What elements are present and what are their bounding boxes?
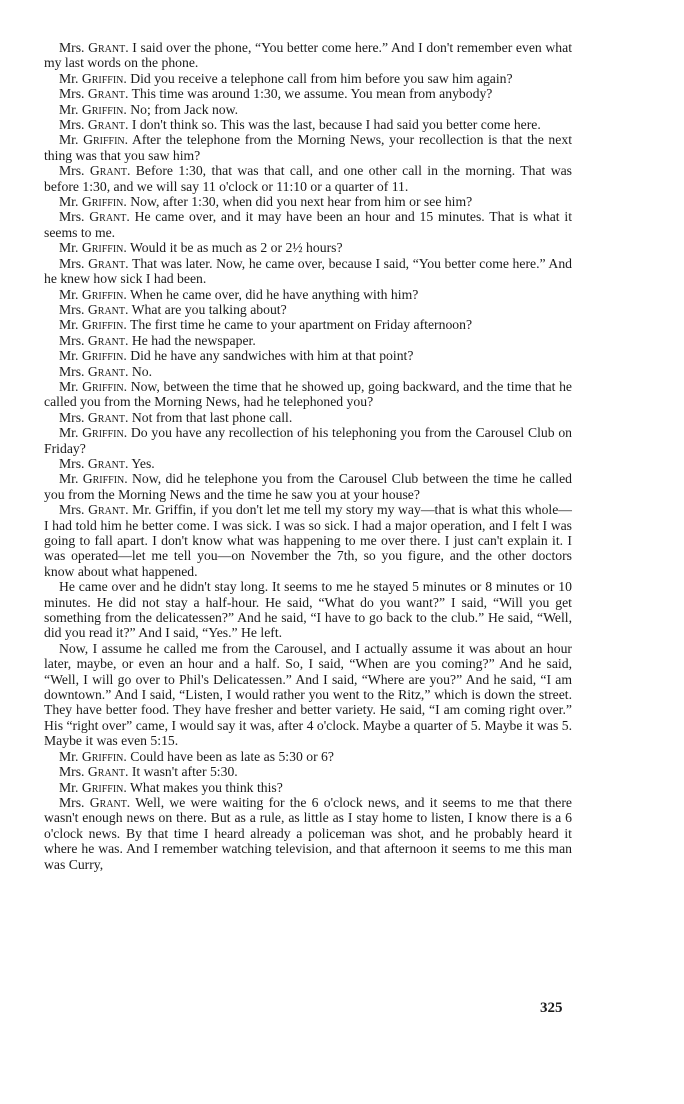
paragraph-text: This time was around 1:30, we assume. You mean from anybody? — [128, 86, 493, 102]
speaker-name: Grant. — [87, 332, 129, 348]
speaker-title: Mrs. — [59, 40, 85, 55]
speaker-title: Mr. — [59, 132, 79, 148]
paragraph-text: He had the newspaper. — [128, 332, 256, 348]
speaker-title: Mrs. — [59, 409, 85, 425]
paragraph-text: What are you talking about? — [128, 301, 287, 317]
paragraph-text: Did he have any sandwiches with him at that point? — [126, 348, 414, 364]
speaker-name: Grant. — [88, 502, 129, 518]
paragraph-text: It wasn't after 5:30. — [128, 764, 238, 780]
testimony-paragraph — [44, 240, 572, 255]
speaker-title: Mrs. — [59, 332, 85, 348]
speaker-title: Mr. — [59, 240, 79, 256]
paragraph-text: Now, I assume he called me from the Carousel, and I actually assume it was about an hour later, maybe, or even an hour and a half. So, I said, “When are you coming?” And he said, “Well, I will go over to Phil's Delicatessen.” And I said, “Where are you?” And he said, “I am downtown.” And I said, “Listen, I would rather you went to the Ritz,” which is down the street. They have better food. They have fresher and better variety. He said, “I am coming right over.” His “right over” came, I would say it was, after 4 o'clock. Maybe a quarter of 5. Maybe it was 5. Maybe it was even 5:15. — [44, 640, 572, 749]
speaker-name: Grant. — [87, 117, 129, 133]
testimony-paragraph — [44, 410, 572, 425]
page-number: 325 — [540, 1000, 563, 1016]
speaker-name: Grant. — [87, 363, 129, 379]
speaker-title: Mr. — [59, 779, 79, 795]
testimony-paragraph — [44, 209, 572, 240]
speaker-name: Griffin. — [82, 378, 128, 394]
speaker-name: Grant. — [87, 409, 129, 425]
speaker-name: Griffin. — [81, 286, 127, 302]
speaker-title: Mrs. — [59, 209, 85, 225]
speaker-title: Mr. — [59, 348, 79, 364]
testimony-paragraph — [44, 764, 572, 779]
paragraph-text: Before 1:30, that was that call, and one other call in the morning. That was before 1:30, and we will say 11 o'clock or 11:10 or a quarter of 11. — [44, 163, 573, 194]
testimony-paragraph — [44, 502, 572, 579]
speaker-title: Mr. — [59, 194, 79, 210]
paragraph-text: I said over the phone, “You better come here.” And I don't remember even what my last words on the phone. — [44, 40, 572, 71]
speaker-name: Griffin. — [81, 101, 127, 117]
speaker-name: Griffin. — [81, 748, 127, 764]
paragraph-text: Do you have any recollection of his telephoning you from the Carousel Club on Friday? — [44, 425, 573, 456]
speaker-name: Grant. — [88, 40, 129, 55]
speaker-title: Mr. — [59, 317, 79, 333]
testimony-paragraph — [44, 579, 572, 641]
testimony-paragraph — [44, 795, 572, 872]
speaker-title: Mrs. — [59, 502, 85, 518]
paragraph-text: No. — [128, 363, 153, 379]
speaker-name: Grant. — [87, 455, 129, 471]
speaker-name: Grant. — [88, 255, 129, 271]
testimony-paragraph — [44, 317, 572, 332]
paragraph-text: He came over and he didn't stay long. It seems to me he stayed 5 minutes or 8 minutes or 10 minutes. He did not stay a half-hour. He said, “What do you want?” I said, “Will you get something from the delicatessen?” And he said, “I have to go back to the club.” He said, “Well, did you read it?” And I said, “Yes.” He left. — [44, 579, 572, 641]
testimony-paragraph — [44, 287, 572, 302]
speaker-name: Griffin. — [82, 471, 128, 487]
speaker-title: Mrs. — [59, 86, 85, 102]
testimony-paragraph — [44, 117, 572, 132]
testimony-paragraph — [44, 86, 572, 101]
paragraph-text: Mr. Griffin, if you don't let me tell my story my way—that is what this whole—I had told him he better come. I was sick. I was so sick. I had a major operation, and I felt I was going to fall apart. I don't know what was happening to me over there. I just can't explain it. I was operated—let me tell you—on November the 7th, so you figure, and the other doctors know about what happened. — [44, 502, 572, 579]
testimony-paragraph — [44, 333, 572, 348]
paragraph-text: No; from Jack now. — [126, 101, 239, 117]
speaker-title: Mr. — [59, 70, 79, 86]
testimony-paragraph — [44, 641, 572, 749]
paragraph-text: The first time he came to your apartment on Friday afternoon? — [126, 317, 473, 333]
speaker-title: Mr. — [59, 286, 79, 302]
paragraph-text: I don't think so. This was the last, because I had said you better come here. — [128, 117, 541, 133]
speaker-title: Mrs. — [59, 455, 85, 471]
speaker-name: Griffin. — [81, 348, 127, 364]
speaker-title: Mr. — [59, 748, 79, 764]
speaker-name: Grant. — [89, 163, 131, 179]
paragraph-text: Now, between the time that he showed up, going backward, and the time that he called you from the Morning News, had he telephoned you? — [44, 378, 572, 410]
testimony-paragraph — [44, 71, 572, 86]
testimony-paragraph — [44, 425, 572, 456]
speaker-name: Griffin. — [81, 194, 127, 210]
speaker-title: Mrs. — [59, 764, 85, 780]
paragraph-text: Well, we were waiting for the 6 o'clock news, and it seems to me that there wasn't enough news on there. But as a rule, as little as I stay home to listen, I know there is a 6 o'clock news. By that time I heard already a policeman was shot, and he probably heard it where he was. And I remember watching television, and that afternoon it seems to me this man was Curry, — [44, 794, 572, 872]
testimony-paragraph — [44, 194, 572, 209]
speaker-name: Griffin. — [81, 317, 127, 333]
testimony-paragraph — [44, 379, 572, 410]
speaker-name: Grant. — [87, 86, 129, 102]
speaker-title: Mr. — [59, 425, 79, 441]
testimony-paragraph — [44, 102, 572, 117]
testimony-paragraph — [44, 364, 572, 379]
speaker-name: Griffin. — [81, 240, 127, 256]
speaker-name: Griffin. — [81, 779, 127, 795]
speaker-title: Mr. — [59, 378, 79, 394]
paragraph-text: Yes. — [128, 455, 155, 471]
paragraph-text: Did you receive a telephone call from him before you saw him again? — [126, 70, 513, 86]
speaker-title: Mrs. — [59, 794, 85, 810]
speaker-name: Grant. — [89, 794, 131, 810]
speaker-title: Mr. — [59, 101, 79, 117]
speaker-name: Griffin. — [81, 70, 127, 86]
testimony-paragraph — [44, 163, 572, 194]
speaker-title: Mrs. — [59, 117, 85, 133]
document-body — [44, 40, 572, 872]
speaker-title: Mrs. — [59, 163, 85, 179]
paragraph-text: That was later. Now, he came over, because I said, “You better come here.” And he knew how sick I had been. — [44, 255, 573, 287]
paragraph-text: Would it be as much as 2 or 2½ hours? — [126, 240, 343, 256]
testimony-paragraph — [44, 471, 572, 502]
speaker-name: Grant. — [89, 209, 130, 225]
speaker-title: Mrs. — [59, 301, 85, 317]
paragraph-text: Now, did he telephone you from the Carousel Club between the time he called you from the Morning News and the time he saw you at your house? — [44, 471, 573, 502]
paragraph-text: Now, after 1:30, when did you next hear from him or see him? — [126, 194, 473, 210]
speaker-name: Griffin. — [82, 425, 128, 441]
speaker-title: Mr. — [59, 471, 79, 487]
paragraph-text: What makes you think this? — [126, 779, 283, 795]
speaker-title: Mrs. — [59, 363, 85, 379]
speaker-name: Grant. — [87, 764, 129, 780]
speaker-title: Mrs. — [59, 255, 85, 271]
testimony-paragraph — [44, 40, 572, 71]
testimony-paragraph — [44, 132, 572, 163]
testimony-paragraph — [44, 456, 572, 471]
speaker-name: Griffin. — [83, 132, 129, 148]
paragraph-text: Could have been as late as 5:30 or 6? — [126, 748, 334, 764]
testimony-paragraph — [44, 749, 572, 764]
testimony-paragraph — [44, 302, 572, 317]
testimony-paragraph — [44, 256, 572, 287]
paragraph-text: He came over, and it may have been an hour and 15 minutes. That is what it seems to me. — [44, 209, 572, 240]
testimony-paragraph — [44, 348, 572, 363]
speaker-name: Grant. — [87, 301, 129, 317]
paragraph-text: After the telephone from the Morning News, your recollection is that the next thing was that you saw him? — [44, 132, 573, 163]
paragraph-text: Not from that last phone call. — [128, 409, 293, 425]
testimony-paragraph — [44, 780, 572, 795]
paragraph-text: When he came over, did he have anything with him? — [126, 286, 419, 302]
